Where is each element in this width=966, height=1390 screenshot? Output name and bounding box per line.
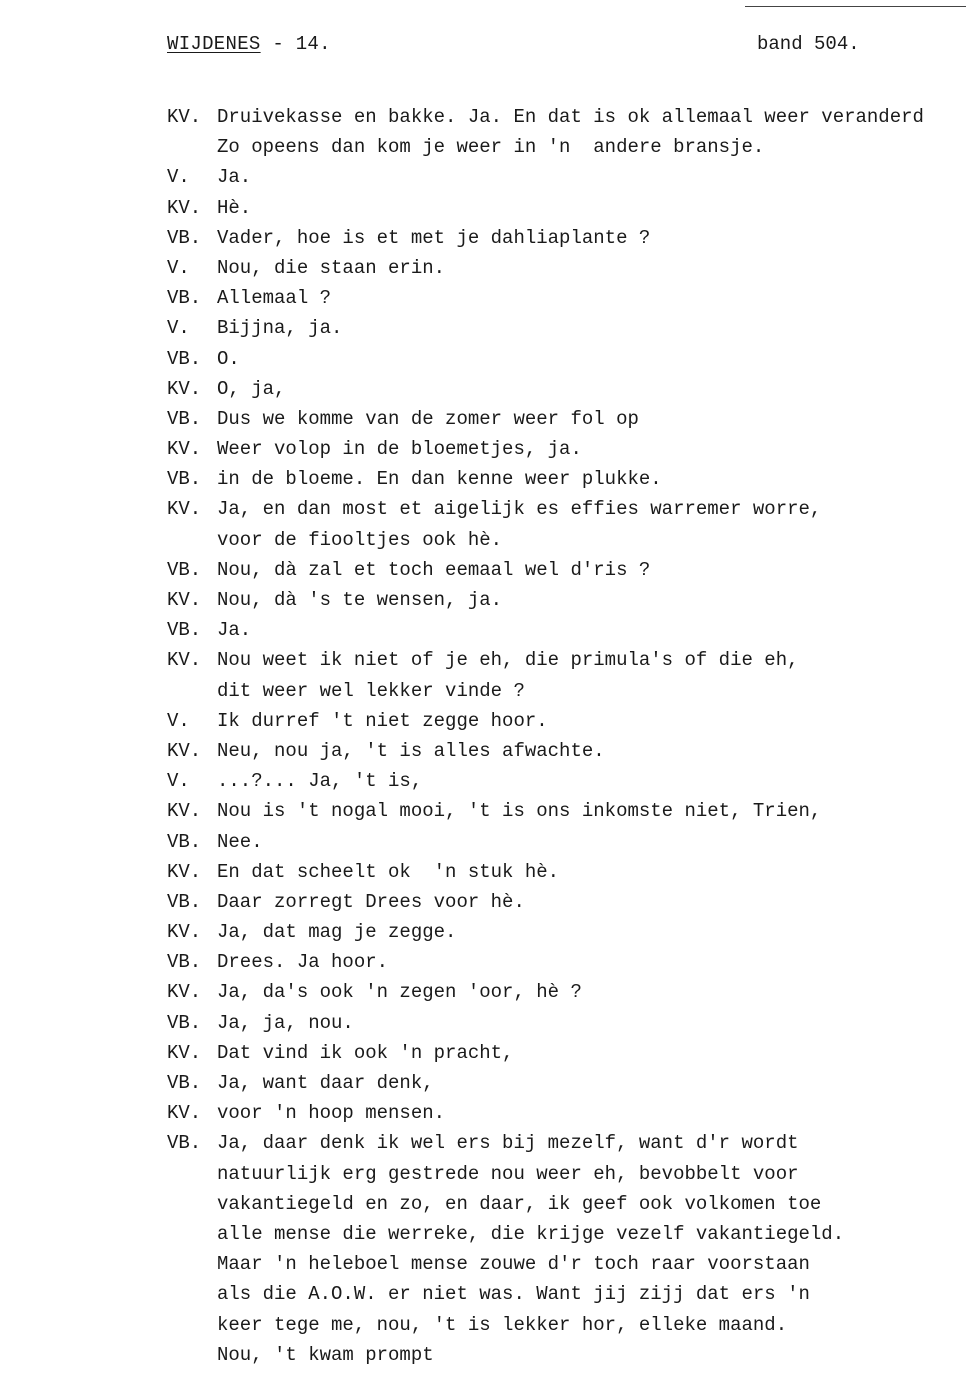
speaker-label: KV. [167, 860, 202, 883]
transcript-line [0, 796, 966, 826]
speaker-label: V. [167, 166, 190, 189]
transcript-line [0, 1038, 966, 1068]
speaker-label: VB. [167, 468, 202, 491]
speaker-label: VB. [167, 226, 202, 249]
transcript-line [0, 464, 966, 494]
utterance-text: Maar 'n heleboel mense zouwe d'r toch raar voorstaan [217, 1253, 810, 1276]
speaker-label: V. [167, 256, 190, 279]
page-number: - 14. [260, 33, 331, 55]
utterance-text: Ik durref 't niet zegge hoor. [217, 709, 548, 732]
utterance-text: Hè. [217, 196, 252, 219]
speaker-label: VB. [167, 1011, 202, 1034]
transcript-line [0, 1159, 966, 1189]
speaker-label: VB. [167, 347, 202, 370]
utterance-text: in de bloeme. En dan kenne weer plukke. [217, 468, 662, 491]
utterance-text: Ja. [217, 166, 252, 189]
speaker-name: WIJDENES [167, 33, 261, 55]
speaker-label: KV. [167, 589, 202, 611]
utterance-text: Daar zorregt Drees voor hè. [217, 890, 525, 913]
transcript-line [0, 374, 966, 404]
transcript-line [0, 434, 966, 464]
speaker-label: VB. [167, 951, 202, 974]
speaker-label: V. [167, 709, 190, 732]
utterance-text: Nou, die staan erin. [217, 256, 446, 279]
transcript-line [0, 1340, 966, 1370]
speaker-label: VB. [167, 1072, 202, 1094]
utterance-text: Nou weet ik niet of je eh, die primula's of die eh, [217, 649, 799, 672]
utterance-text: Nou, dà zal et toch eemaal wel d'ris ? [217, 558, 651, 581]
transcript-line [0, 283, 966, 313]
speaker-label: KV. [167, 1102, 202, 1125]
speaker-label: KV. [167, 106, 202, 128]
speaker-label: KV. [167, 1041, 202, 1064]
utterance-text: Neu, nou ja, 't is alles afwachte. [217, 739, 605, 762]
transcript-line [0, 706, 966, 736]
transcript-line [0, 947, 966, 977]
utterance-text: Ja, dat mag je zegge. [217, 921, 457, 944]
speaker-label: VB. [167, 407, 202, 430]
transcript-line [0, 1219, 966, 1249]
utterance-text: Nou is 't nogal mooi, 't is ons inkomste niet, Trien, [217, 800, 822, 823]
transcript-line [0, 1310, 966, 1340]
speaker-label: KV. [167, 438, 202, 461]
transcript-line [0, 1128, 966, 1158]
utterance-text: Druivekasse en bakke. Ja. En dat is ok allemaal weer veranderd [217, 106, 924, 128]
transcript-line [0, 525, 966, 555]
utterance-text: O. [217, 347, 240, 370]
transcript-line [0, 887, 966, 917]
top-rule [745, 6, 966, 7]
speaker-label: KV. [167, 800, 202, 823]
page-header-left [167, 33, 331, 55]
speaker-label: V. [167, 317, 190, 340]
transcript-line [0, 766, 966, 796]
transcript-line [0, 494, 966, 524]
utterance-text: Ja, en dan most et aigelijk es effies warremer worre, [217, 498, 822, 521]
utterance-text: ...?... Ja, 't is, [217, 770, 423, 793]
utterance-text: natuurlijk erg gestrede nou weer eh, bevobbelt voor [217, 1162, 799, 1185]
utterance-text: voor 'n hoop mensen. [217, 1102, 446, 1125]
transcript-line [0, 827, 966, 857]
speaker-label: VB. [167, 558, 202, 581]
transcript-line [0, 555, 966, 585]
utterance-text: Ja, ja, nou. [217, 1011, 354, 1034]
utterance-text: alle mense die werreke, die krijge vezelf vakantiegeld. [217, 1222, 845, 1245]
transcript-line [0, 615, 966, 645]
transcript-line [0, 736, 966, 766]
utterance-text: Vader, hoe is et met je dahliaplante ? [217, 226, 651, 249]
transcript-line [0, 253, 966, 283]
utterance-text: voor de fiooltjes ook hè. [217, 528, 503, 551]
utterance-text: Nou, dà 's te wensen, ja. [217, 589, 503, 611]
utterance-text: als die A.O.W. er niet was. Want jij zijj dat ers 'n [217, 1283, 810, 1306]
speaker-label: KV. [167, 377, 202, 400]
speaker-label: KV. [167, 739, 202, 762]
utterance-text: Ja, da's ook 'n zegen 'oor, hè ? [217, 981, 582, 1004]
speaker-label: VB. [167, 619, 202, 642]
transcript-line [0, 193, 966, 223]
transcript-line [0, 132, 966, 162]
utterance-text: Allemaal ? [217, 287, 332, 310]
transcript-line [0, 977, 966, 1007]
speaker-label: KV. [167, 981, 202, 1004]
utterance-text: O, ja, [217, 377, 286, 400]
utterance-text: Weer volop in de bloemetjes, ja. [217, 438, 582, 461]
transcript-line [0, 102, 966, 132]
utterance-text: vakantiegeld en zo, en daar, ik geef ook volkomen toe [217, 1192, 822, 1215]
utterance-text: Ja. [217, 619, 252, 642]
utterance-text: Dus we komme van de zomer weer fol op [217, 407, 639, 430]
speaker-label: VB. [167, 830, 202, 853]
transcript-line [0, 585, 966, 615]
transcript-line [0, 645, 966, 675]
transcript-line [0, 857, 966, 887]
transcript-line [0, 313, 966, 343]
transcript-line [0, 404, 966, 434]
speaker-label: V. [167, 770, 190, 793]
transcript-line [0, 1098, 966, 1128]
speaker-label: KV. [167, 649, 202, 672]
transcript-line [0, 1189, 966, 1219]
utterance-text: keer tege me, nou, 't is lekker hor, elleke maand. [217, 1313, 788, 1336]
transcript-line [0, 1249, 966, 1279]
utterance-text: Ja, daar denk ik wel ers bij mezelf, want d'r wordt [217, 1132, 799, 1155]
utterance-text: Drees. Ja hoor. [217, 951, 389, 974]
transcript-line [0, 676, 966, 706]
speaker-label: KV. [167, 921, 202, 944]
band-number: band 504. [757, 33, 860, 55]
speaker-label: KV. [167, 498, 202, 521]
utterance-text: Bijjna, ja. [217, 317, 343, 340]
utterance-text: Nee. [217, 830, 263, 853]
transcript-line [0, 917, 966, 947]
transcript-line [0, 344, 966, 374]
transcript-line [0, 162, 966, 192]
speaker-label: VB. [167, 890, 202, 913]
utterance-text: En dat scheelt ok 'n stuk hè. [217, 860, 560, 883]
transcript-line [0, 1068, 966, 1098]
utterance-text: Dat vind ik ook 'n pracht, [217, 1041, 514, 1064]
speaker-label: KV. [167, 196, 202, 219]
transcript-body [0, 102, 966, 1387]
speaker-label: VB. [167, 1132, 202, 1155]
transcript-line [0, 1008, 966, 1038]
transcript-line [0, 223, 966, 253]
utterance-text: dit weer wel lekker vinde ? [217, 679, 525, 702]
utterance-text: Ja, want daar denk, [217, 1072, 434, 1094]
utterance-text: Nou, 't kwam prompt [217, 1343, 434, 1366]
speaker-label: VB. [167, 287, 202, 310]
transcript-line [0, 1279, 966, 1309]
utterance-text: Zo opeens dan kom je weer in 'n andere bransje. [217, 136, 765, 159]
